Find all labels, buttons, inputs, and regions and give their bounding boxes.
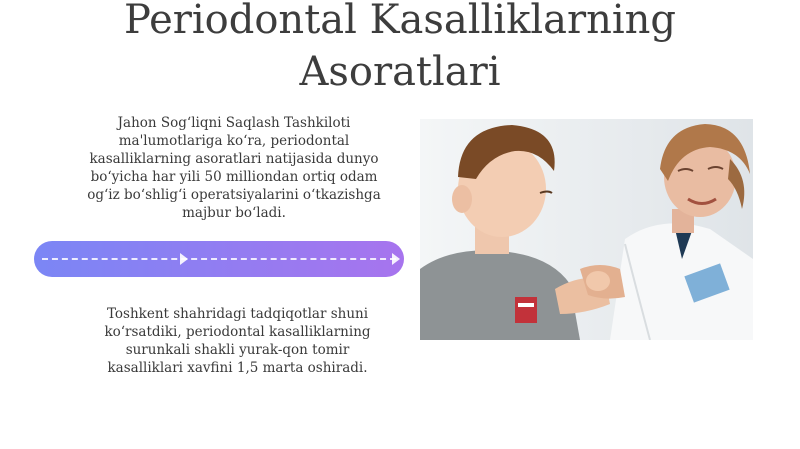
paragraph-line: Toshkent shahridagi tadqiqotlar shuni [106,306,369,322]
dashed-line [42,258,396,260]
paragraph-line: Jahon Sog‘liqni Saqlash Tashkiloti [117,115,351,131]
paragraph-line: og‘iz bo‘shlig‘i operatsiyalarini o‘tkazishga [87,187,381,203]
page-title [0,0,800,98]
paragraph-line: kasalliklarning asoratlari natijasida dunyo [89,151,379,167]
paragraph-line: majbur bo‘ladi. [182,205,286,221]
research-paragraph [80,305,395,377]
paragraph-line: surunkali shakli yurak-qon tomir [125,342,350,358]
arrow-icon [392,253,400,265]
paragraph-line: ko‘rsatdiki, periodontal kasalliklarning [104,324,371,340]
gradient-divider [34,241,404,277]
statistics-paragraph [78,114,390,222]
paragraph-line: bo‘yicha har yili 50 milliondan ortiq odam [90,169,378,185]
title-line-1: Periodontal Kasalliklarning [123,0,677,43]
photo-illustration [420,119,753,340]
doctor-and-boy-photo [420,119,753,340]
title-line-2: Asoratlari [299,49,501,95]
paragraph-line: ma'lumotlariga ko‘ra, periodontal [118,133,350,149]
arrow-icon [180,253,188,265]
paragraph-line: kasalliklari xavfini 1,5 marta oshiradi. [107,360,368,376]
